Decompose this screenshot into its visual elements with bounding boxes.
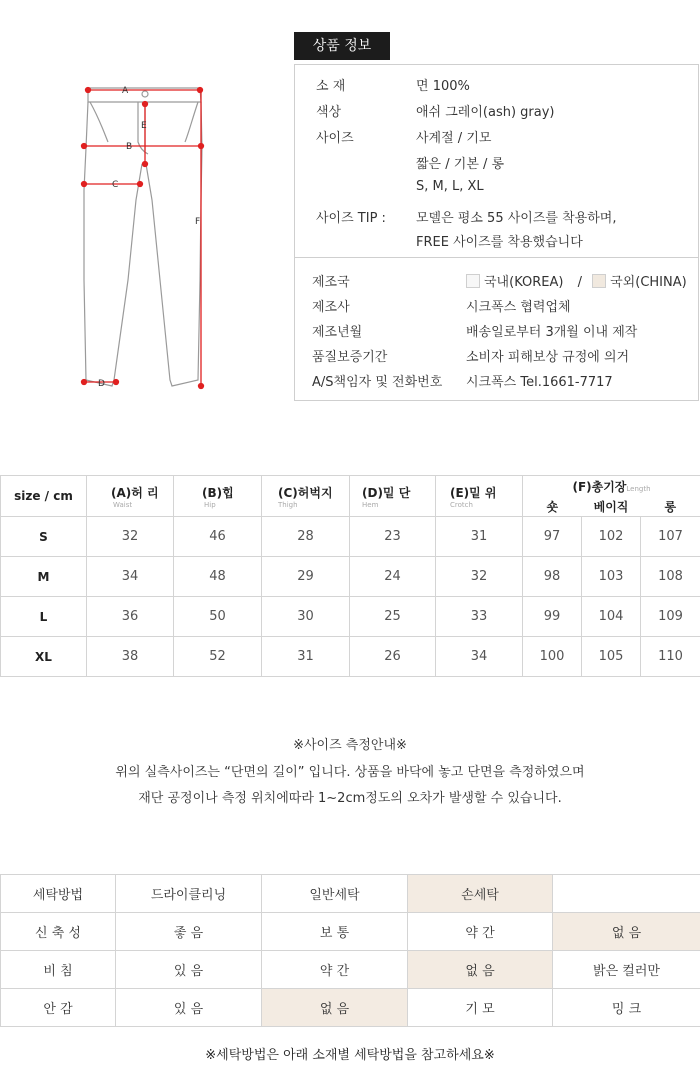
label-b: B bbox=[126, 142, 133, 152]
origin-label: 제조국 bbox=[312, 275, 350, 290]
date-value: 배송일로부터 3개월 이내 제작 bbox=[466, 325, 638, 340]
season-value: 사계절 / 기모 bbox=[416, 131, 492, 146]
origin-slash: / bbox=[577, 275, 582, 290]
size-tip-line1: 모델은 평소 55 사이즈를 착용하며, bbox=[416, 211, 617, 226]
as-value: 시크폭스 Tel.1661-7717 bbox=[466, 375, 613, 390]
origin-options bbox=[466, 271, 687, 290]
info-divider bbox=[294, 257, 699, 258]
size-note-line1: 위의 실측사이즈는 “단면의 길이” 입니다. 상품을 바닥에 놓고 단면을 측정하였으며 bbox=[115, 765, 585, 780]
table-row: M 34 48 29 24 32 98 103 108 bbox=[1, 557, 700, 597]
header-hip: (B)힙 Hip bbox=[174, 476, 262, 517]
care-row: 신 축 성 좋 음 보 통 약 간 없 음 bbox=[1, 913, 700, 951]
care-row: 안 감 있 음 없 음 기 모 밍 크 bbox=[1, 989, 700, 1027]
pants-diagram bbox=[70, 80, 220, 400]
care-row: 세탁방법 드라이클리닝 일반세탁 손세탁 bbox=[1, 875, 700, 913]
label-e: E bbox=[141, 121, 147, 131]
size-options-value: S, M, L, XL bbox=[416, 179, 484, 194]
header-length: (F)총기장Length bbox=[523, 476, 700, 497]
header-length-short: 숏 bbox=[523, 497, 582, 517]
care-table bbox=[0, 874, 700, 1027]
label-d: D bbox=[98, 379, 105, 389]
maker-value: 시크폭스 협력업체 bbox=[466, 300, 571, 315]
header-thigh: (C)허벅지 Thigh bbox=[262, 476, 350, 517]
care-footer-note: ※세탁방법은 아래 소재별 세탁방법을 참고하세요※ bbox=[205, 1048, 495, 1063]
header-waist: (A)허 리 Waist bbox=[87, 476, 174, 517]
size-corner-header: size / cm bbox=[1, 476, 87, 517]
header-length-long: 롱 bbox=[641, 497, 700, 517]
label-c: C bbox=[112, 180, 119, 190]
size-table bbox=[0, 475, 700, 677]
maker-label: 제조사 bbox=[312, 300, 350, 315]
size-tip-line2: FREE 사이즈를 착용했습니다 bbox=[416, 235, 583, 250]
material-label: 소 재 bbox=[316, 79, 346, 94]
size-note-title: ※사이즈 측정안내※ bbox=[293, 738, 407, 753]
date-label: 제조년월 bbox=[312, 325, 363, 340]
warranty-label: 품질보증기간 bbox=[312, 350, 388, 365]
origin-china: 국외(CHINA) bbox=[610, 275, 687, 290]
material-value: 면 100% bbox=[416, 79, 470, 94]
care-row: 비 침 있 음 약 간 없 음 밝은 컬러만 bbox=[1, 951, 700, 989]
color-value: 애쉬 그레이(ash) gray) bbox=[416, 105, 555, 120]
header-length-basic: 베이직 bbox=[582, 497, 641, 517]
table-row: S 32 46 28 23 31 97 102 107 bbox=[1, 517, 700, 557]
size-tip-label: 사이즈 TIP : bbox=[316, 211, 386, 226]
label-f: F bbox=[195, 217, 201, 227]
color-label: 색상 bbox=[316, 105, 342, 120]
origin-korea: 국내(KOREA) bbox=[484, 275, 564, 290]
product-info-title: 상품 정보 bbox=[294, 32, 390, 60]
warranty-value: 소비자 피해보상 규정에 의거 bbox=[466, 350, 630, 365]
table-row: L 36 50 30 25 33 99 104 109 bbox=[1, 597, 700, 637]
table-row: XL 38 52 31 26 34 100 105 110 bbox=[1, 637, 700, 677]
header-hem: (D)밑 단 Hem bbox=[350, 476, 436, 517]
size-label: 사이즈 bbox=[316, 131, 354, 146]
length-options-value: 짧은 / 기본 / 롱 bbox=[416, 157, 505, 172]
header-crotch: (E)밑 위 Crotch bbox=[436, 476, 523, 517]
korea-checkbox bbox=[466, 274, 480, 288]
china-checkbox bbox=[592, 274, 606, 288]
label-a: A bbox=[122, 86, 129, 96]
as-label: A/S책임자 및 전화번호 bbox=[312, 375, 443, 390]
size-note-line2: 재단 공정이나 측정 위치에따라 1~2cm정도의 오차가 발생할 수 있습니다. bbox=[138, 791, 562, 806]
